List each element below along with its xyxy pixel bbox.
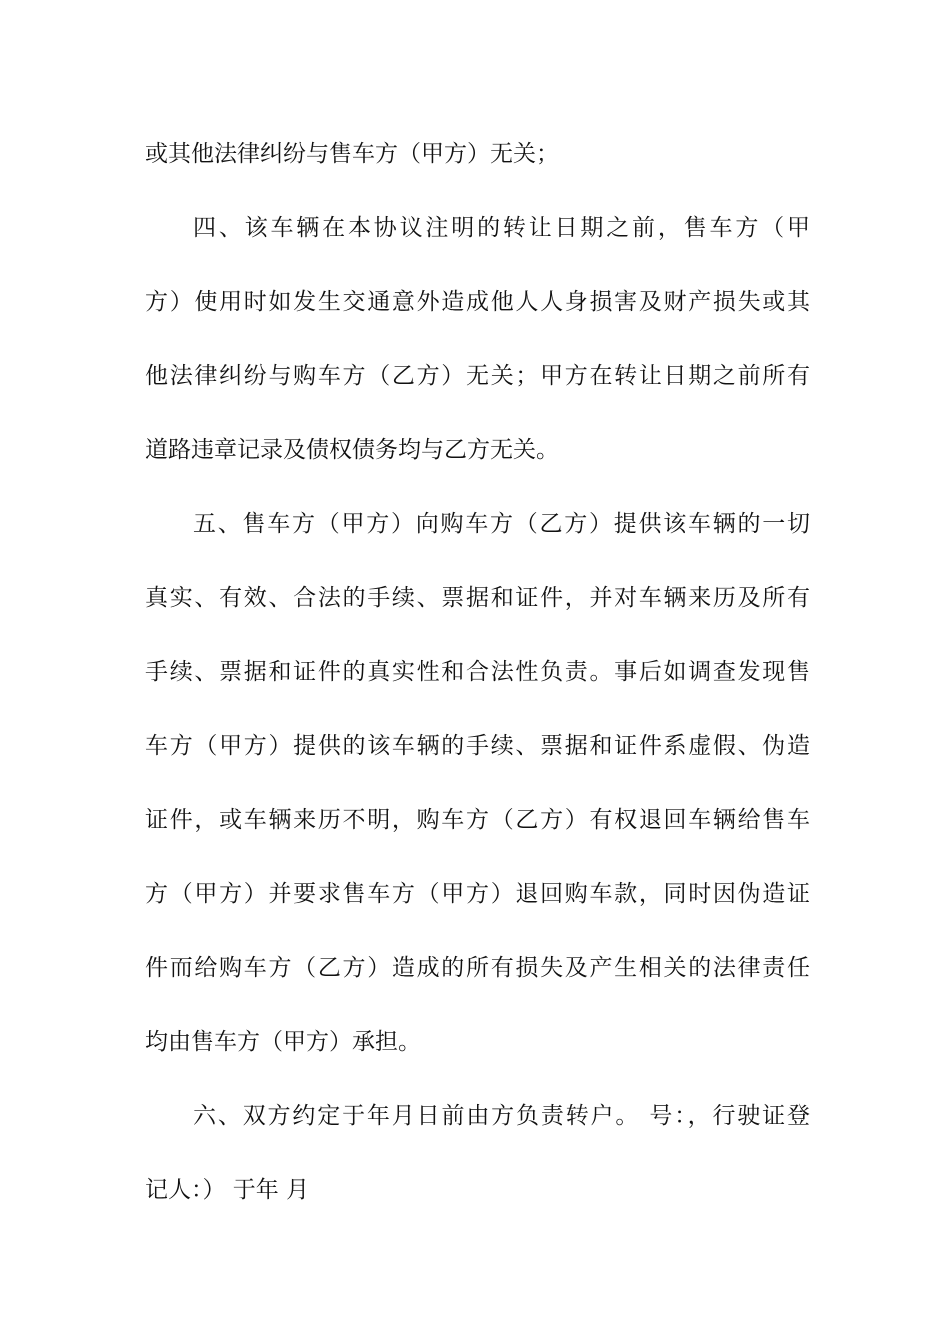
text-line: 手续、票据和证件的真实性和合法性负责。事后如调查发现售 [145,659,810,685]
text-line: 件而给购车方（乙方）造成的所有损失及产生相关的法律责任 [145,955,810,981]
clause-6-start: 六、双方约定于年月日前由方负责转户。 号：，行驶证登 [193,1103,810,1129]
text-line: 他法律纠纷与购车方（乙方）无关；甲方在转让日期之前所有 [145,363,810,389]
text-line: 或其他法律纠纷与售车方（甲方）无关； [145,141,559,167]
clause-4-start: 四、该车辆在本协议注明的转让日期之前，售车方（甲 [193,215,810,241]
text-line: 方）使用时如发生交通意外造成他人人身损害及财产损失或其 [145,289,810,315]
text-line: 方（甲方）并要求售车方（甲方）退回购车款，同时因伪造证 [145,881,810,907]
text-line: 均由售车方（甲方）承担。 [145,1029,421,1055]
clause-5-start: 五、售车方（甲方）向购车方（乙方）提供该车辆的一切 [193,511,810,537]
text-line: 记人：） 于年 月 [145,1177,310,1203]
text-line: 车方（甲方）提供的该车辆的手续、票据和证件系虚假、伪造 [145,733,810,759]
text-line: 真实、有效、合法的手续、票据和证件，并对车辆来历及所有 [145,585,810,611]
text-line: 道路违章记录及债权债务均与乙方无关。 [145,437,559,463]
text-line: 证件，或车辆来历不明，购车方（乙方）有权退回车辆给售车 [145,807,810,833]
